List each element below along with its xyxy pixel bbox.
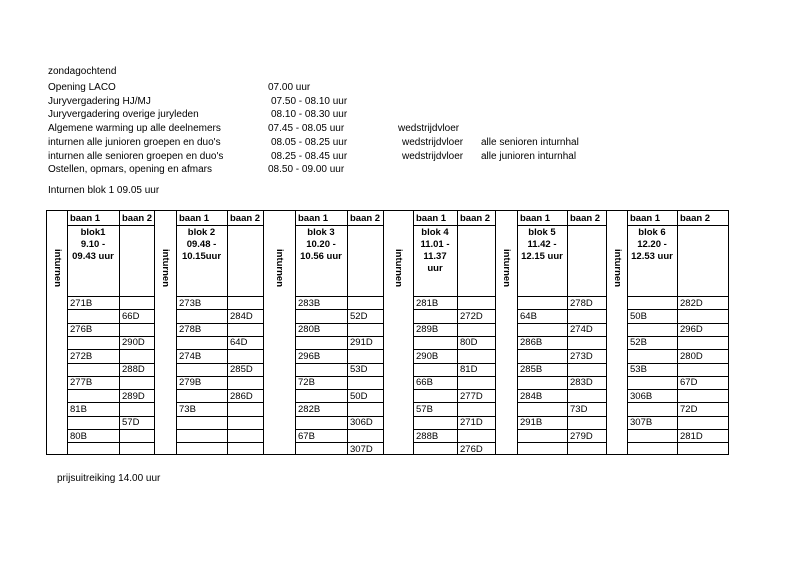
table-cell: 64B xyxy=(520,310,537,322)
block-title: blok 6 xyxy=(638,227,666,238)
table-cell: 50B xyxy=(630,310,647,322)
table-cell: 67D xyxy=(680,377,698,389)
grid-line xyxy=(263,211,264,454)
side-label-inturnen: inturnen xyxy=(393,249,404,287)
table-cell: 73D xyxy=(570,403,588,415)
table-cell: 274B xyxy=(179,350,202,362)
header-baan-1: baan 1 xyxy=(70,213,101,224)
table-cell: 282B xyxy=(298,403,321,415)
block-time: 11.01 - xyxy=(420,239,450,250)
schedule-location: wedstrijdvloer xyxy=(398,123,460,135)
table-cell: 296B xyxy=(298,350,321,362)
grid-line xyxy=(227,211,228,225)
block-time: 11.42 - xyxy=(527,239,557,250)
table-cell: 278B xyxy=(179,324,202,336)
grid-line xyxy=(567,225,568,454)
table-cell: 288D xyxy=(122,364,145,375)
table-cell: 272B xyxy=(70,350,93,362)
schedule-label: Algemene warming up alle deelnemers xyxy=(48,123,221,135)
table-cell: 274D xyxy=(570,324,593,336)
grid-line xyxy=(413,225,495,226)
block-title-cell xyxy=(413,227,457,275)
block-title-cell xyxy=(517,227,567,263)
grid-line xyxy=(517,402,606,403)
schedule-label: Ostellen, opmars, opening en afmars xyxy=(48,164,212,176)
schedule-time: 08.50 - 09.00 uur xyxy=(268,164,345,176)
table-cell: 53B xyxy=(630,364,647,375)
schedule-time: 08.25 - 08.45 uur xyxy=(271,150,348,162)
grid-line xyxy=(67,442,154,443)
grid-line xyxy=(413,336,495,337)
table-cell: 81D xyxy=(460,364,478,375)
block-time: 12.53 uur xyxy=(631,251,673,262)
grid-line xyxy=(627,376,729,377)
grid-line xyxy=(67,309,154,310)
table-cell: 80B xyxy=(70,430,87,442)
block-time: 12.15 uur xyxy=(521,251,563,262)
schedule-label: inturnen alle senioren groepen en duo's xyxy=(48,150,224,162)
grid-line xyxy=(627,442,729,443)
table-cell: 279D xyxy=(570,430,593,442)
side-label-inturnen: inturnen xyxy=(52,249,63,287)
table-cell: 277B xyxy=(70,377,93,389)
schedule-label: Juryvergadering HJ/MJ xyxy=(48,95,151,107)
grid-line xyxy=(677,211,678,225)
schedule-time: 08.05 - 08.25 uur xyxy=(271,136,348,148)
table-cell: 286B xyxy=(520,337,543,349)
table-cell: 73B xyxy=(179,403,196,415)
block-title: blok 5 xyxy=(528,227,556,238)
table-cell: 286D xyxy=(230,390,253,402)
table-cell: 285D xyxy=(230,364,253,375)
table-cell: 271D xyxy=(460,417,483,429)
table-cell: 282D xyxy=(680,297,703,309)
table-cell: 279B xyxy=(179,377,202,389)
table-cell: 281B xyxy=(416,297,439,309)
table-cell: 280B xyxy=(298,324,321,336)
schedule-note: alle junioren inturnhal xyxy=(481,150,577,162)
schedule-label: Juryvergadering overige juryleden xyxy=(48,109,199,121)
grid-line xyxy=(119,225,120,454)
block-time: 10.20 - xyxy=(306,239,336,250)
grid-line xyxy=(295,309,383,310)
grid-line xyxy=(347,211,348,225)
table-cell: 271B xyxy=(70,297,93,309)
table-cell: 72D xyxy=(680,403,698,415)
table-cell: 276D xyxy=(460,443,483,455)
header-baan-2: baan 2 xyxy=(122,213,153,224)
grid-line xyxy=(627,349,729,350)
grid-line xyxy=(176,429,263,430)
side-label-inturnen: inturnen xyxy=(274,249,285,287)
block-title-cell xyxy=(67,227,119,263)
table-cell: 285B xyxy=(520,364,543,375)
block-time: 9.10 - xyxy=(80,239,106,250)
grid-line xyxy=(627,429,729,430)
schedule-time: 08.10 - 08.30 uur xyxy=(271,109,348,121)
table-cell: 307B xyxy=(630,417,653,429)
block-title-cell xyxy=(295,227,347,263)
table-cell: 272D xyxy=(460,310,483,322)
header-baan-1: baan 1 xyxy=(520,213,551,224)
table-cell: 306B xyxy=(630,390,653,402)
footer-prijsuitreiking: prijsuitreiking 14.00 uur xyxy=(57,473,161,484)
table-cell: 72B xyxy=(298,377,315,389)
table-cell: 284B xyxy=(520,390,543,402)
schedule-location: wedstrijdvloer xyxy=(402,136,464,148)
table-cell: 64D xyxy=(230,337,248,349)
block-title: blok1 xyxy=(80,227,106,238)
block-title-cell xyxy=(176,227,227,263)
grid-line xyxy=(295,225,383,226)
block-time: 11.37 xyxy=(423,251,447,262)
table-cell: 283D xyxy=(570,377,593,389)
schedule-time: 07.45 - 08.05 uur xyxy=(268,123,345,135)
header-baan-2: baan 2 xyxy=(680,213,711,224)
block-time: 09.48 - xyxy=(186,239,217,250)
table-cell: 50D xyxy=(350,390,368,402)
block-title-cell xyxy=(627,227,677,263)
header-baan-1: baan 1 xyxy=(179,213,210,224)
grid-line xyxy=(627,225,729,226)
table-cell: 52B xyxy=(630,337,647,349)
grid-line xyxy=(627,296,729,297)
header-baan-1: baan 1 xyxy=(416,213,447,224)
table-cell: 290B xyxy=(416,350,439,362)
grid-line xyxy=(517,225,606,226)
table-cell: 290D xyxy=(122,337,145,349)
grid-line xyxy=(457,211,458,225)
inturnen-line: Inturnen blok 1 09.05 uur xyxy=(48,185,160,196)
grid-line xyxy=(67,225,154,226)
table-cell: 306D xyxy=(350,417,373,429)
rotation-table xyxy=(46,210,729,455)
grid-line xyxy=(413,363,495,364)
table-cell: 289D xyxy=(122,390,145,402)
table-cell: 67B xyxy=(298,430,315,442)
table-cell: 52D xyxy=(350,310,368,322)
side-label-inturnen: inturnen xyxy=(501,249,512,287)
table-cell: 273D xyxy=(570,350,593,362)
document-title: zondagochtend xyxy=(48,66,117,77)
table-cell: 288B xyxy=(416,430,439,442)
grid-line xyxy=(176,442,263,443)
schedule-location: wedstrijdvloer xyxy=(402,150,464,162)
table-cell: 296D xyxy=(680,324,703,336)
table-cell: 57D xyxy=(122,417,140,429)
schedule-note: alle senioren inturnhal xyxy=(481,136,579,148)
schedule-label: inturnen alle junioren groepen en duo's xyxy=(48,136,221,148)
header-baan-2: baan 2 xyxy=(570,213,601,224)
table-cell: 283B xyxy=(298,297,321,309)
grid-line xyxy=(227,225,228,454)
header-baan-2: baan 2 xyxy=(460,213,491,224)
block-time: uur xyxy=(427,263,443,274)
table-cell: 278D xyxy=(570,297,593,309)
grid-line xyxy=(67,416,154,417)
table-cell: 276B xyxy=(70,324,93,336)
grid-line xyxy=(119,211,120,225)
table-cell: 277D xyxy=(460,390,483,402)
grid-line xyxy=(606,211,607,454)
grid-line xyxy=(627,402,729,403)
block-time: 09.43 uur xyxy=(72,251,114,262)
block-title: blok 3 xyxy=(307,227,335,238)
side-label-inturnen: inturnen xyxy=(160,249,171,287)
grid-line xyxy=(383,211,384,454)
table-cell: 291B xyxy=(520,417,543,429)
table-cell: 289B xyxy=(416,324,439,336)
schedule-time: 07.00 uur xyxy=(268,82,311,93)
table-cell: 291D xyxy=(350,337,373,349)
schedule-label: Opening LACO xyxy=(48,82,116,93)
header-baan-1: baan 1 xyxy=(630,213,661,224)
header-baan-1: baan 1 xyxy=(298,213,329,224)
block-time: 12.20 - xyxy=(637,239,667,250)
grid-line xyxy=(517,442,606,443)
block-title: blok 4 xyxy=(421,227,449,238)
grid-line xyxy=(176,416,263,417)
grid-line xyxy=(627,323,729,324)
table-cell: 80D xyxy=(460,337,478,349)
schedule-time: 07.50 - 08.10 uur xyxy=(271,95,348,107)
table-cell: 284D xyxy=(230,310,253,322)
header-baan-2: baan 2 xyxy=(350,213,381,224)
table-cell: 273B xyxy=(179,297,202,309)
grid-line xyxy=(295,363,383,364)
grid-line xyxy=(295,389,383,390)
grid-line xyxy=(176,225,263,226)
table-cell: 53D xyxy=(350,364,368,375)
table-cell: 307D xyxy=(350,443,373,455)
grid-line xyxy=(457,225,458,454)
grid-line xyxy=(495,211,496,454)
header-baan-2: baan 2 xyxy=(230,213,261,224)
table-cell: 57B xyxy=(416,403,433,415)
block-title: blok 2 xyxy=(187,227,216,238)
table-cell: 281D xyxy=(680,430,703,442)
table-cell: 280D xyxy=(680,350,703,362)
grid-line xyxy=(677,225,678,454)
grid-line xyxy=(176,336,263,337)
grid-line xyxy=(347,225,348,454)
side-label-inturnen: inturnen xyxy=(611,249,623,287)
table-cell: 66B xyxy=(416,377,433,389)
grid-line xyxy=(567,211,568,225)
grid-line xyxy=(154,211,155,454)
block-time: 10.15uur xyxy=(181,251,222,262)
block-time: 10.56 uur xyxy=(300,251,342,262)
table-cell: 66D xyxy=(122,310,140,322)
table-cell: 81B xyxy=(70,403,87,415)
